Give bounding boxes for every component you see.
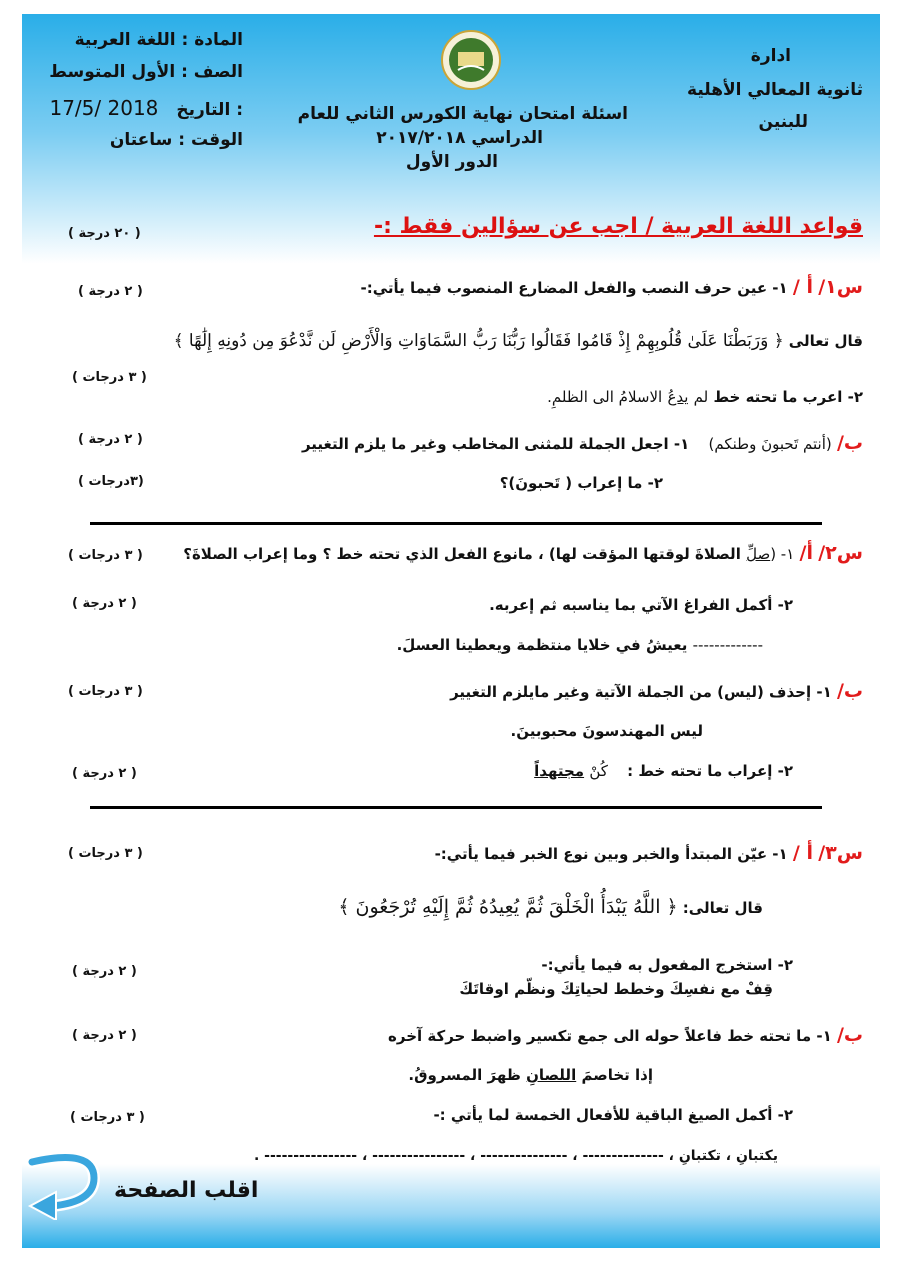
q2-b1-degree: ( ٣ درجات ) — [68, 684, 143, 699]
q3-b-label: ب/ — [836, 1024, 863, 1046]
q1-b-sentence: (أنتم تَحبونَ وطنكم) — [708, 435, 832, 453]
q3-b1-sentence-post: ظهرَ المسروقُ. — [408, 1066, 521, 1084]
q3-verse: ﴿ اللَّهُ يَبْدَأُ الْخَلْقَ ثُمَّ يُعِيدُهُ ثُمَّ إِلَيْهِ تُرْجَعُونَ ﴾ — [338, 896, 678, 918]
q2-label: س٢/ — [818, 542, 863, 564]
q3-b1-sentence-row — [408, 1066, 653, 1084]
q2-b2-row — [534, 762, 793, 780]
q1-b1-text: ١- اجعل الجملة للمثنى المخاطب وغير ما يلزم التغيير — [301, 435, 690, 453]
turn-page-arrow-icon — [24, 1150, 104, 1220]
subject-label: المادة : اللغة العربية — [74, 30, 243, 50]
q1-a1-degree: ( ٢ درجة ) — [78, 284, 143, 299]
q1-a2-underlined: يدعُ — [667, 388, 689, 406]
admin-line-3: للبنين — [758, 112, 808, 132]
admin-line-1: ادارة — [750, 46, 791, 66]
school-logo — [441, 30, 501, 90]
q2-a1-degree: ( ٣ درجات ) — [68, 548, 143, 563]
exam-title-line-2: الدراسي ٢٠١٧/٢٠١٨ — [376, 128, 543, 148]
q2-b2-underlined: مجتهداً — [534, 762, 585, 780]
q3-a1-row — [435, 842, 863, 864]
main-degree: ( ٢٠ درجة ) — [68, 226, 141, 241]
q1-a2-sentence-post: الاسلامُ الى الظلمِ. — [547, 388, 663, 406]
q3-b1-row — [388, 1024, 863, 1046]
date-label: التاريخ : — [176, 100, 243, 120]
time-label: الوقت : ساعتان — [109, 130, 243, 150]
q2-b1-row — [450, 680, 863, 702]
q2-a2-blank: ------------- — [692, 636, 763, 654]
q3-a1-degree: ( ٣ درجات ) — [68, 846, 143, 861]
q3-a2-text: ٢- استخرج المفعول به فيما يأتي:- — [541, 956, 793, 974]
q2-a1-pre: ١- ( — [770, 545, 795, 563]
q2-b-label: ب/ — [836, 680, 863, 702]
q3-b2-sentence: يكتبانِ ، تكتبانِ ، -------------- ، --------------- ، ---------------- ، ---------------- . — [253, 1148, 778, 1164]
exam-title-line-1: اسئلة امتحان نهاية الكورس الثاني للعام — [297, 104, 628, 124]
q1-b2-text: ٢- ما إعراب ( تَحبونَ)؟ — [499, 474, 663, 492]
q2-a1-post: الصلاةَ لوقتها المؤقت لها) ، مانوع الفعل الذي تحته خط ؟ وما إعراب الصلاةَ؟ — [183, 545, 741, 563]
q1-a2-sentence-pre: لم — [693, 388, 709, 406]
q1-a2-degree: ( ٣ درجات ) — [72, 370, 147, 385]
q2-a1-row — [183, 542, 863, 564]
q3-b2-degree: ( ٣ درجات ) — [70, 1110, 145, 1125]
admin-line-2: ثانوية المعالي الأهلية — [687, 80, 863, 100]
q1-b2-degree: (٣درجات ) — [78, 474, 144, 489]
q1-verse-prefix: قال تعالى — [788, 332, 863, 350]
q3-a2-degree: ( ٢ درجة ) — [72, 964, 137, 979]
date-value: 17/5/ 2018 — [49, 96, 159, 120]
q1-b1-row — [302, 432, 863, 454]
q3-b1-text: ١- ما تحته خط فاعلاً حوله الى جمع تكسير واضبط حركة آخره — [388, 1027, 832, 1045]
q1-verse-row — [174, 330, 863, 351]
q2-a2-text: ٢- أكمل الفراغ الآتي بما يناسبه ثم إعربه. — [489, 596, 793, 614]
q1-a1-text: ١- عين حرف النصب والفعل المضارع المنصوب فيما يأتي:- — [360, 279, 788, 297]
divider-2 — [90, 806, 822, 809]
q1-verse: ﴿ وَرَبَطْنَا عَلَىٰ قُلُوبِهِمْ إِذْ قَامُوا فَقَالُوا رَبُّنَا رَبُّ السَّمَاوَاتِ وَالْأَرْضِ لَن نَّدْعُوَ مِن دُونِهِ إِلَٰهًا ﴾ — [173, 331, 784, 351]
q3-verse-row — [338, 896, 763, 918]
grade-label: الصف : الأول المتوسط — [49, 62, 243, 82]
q3-a-label: أ / — [792, 842, 813, 864]
q2-a-label: أ/ — [799, 542, 813, 564]
q2-a2-degree: ( ٢ درجة ) — [72, 596, 137, 611]
q1-a2-row — [547, 388, 863, 406]
main-title: قواعد اللغة العربية / اجب عن سؤالين فقط :- — [373, 214, 863, 239]
q1-label: س١/ — [818, 276, 863, 298]
q2-a2-sentence-row — [397, 636, 763, 654]
q1-b-label: ب/ — [836, 432, 863, 454]
q3-a1-text: ١- عيّن المبتدأ والخبر وبين نوع الخبر فيما يأتي:- — [434, 845, 788, 863]
q3-a2-sentence: قِفْ مع نفسِكَ وخطط لحياتِكَ ونظّم اوقاتَكَ — [459, 980, 773, 998]
date-row — [49, 96, 243, 120]
q3-b1-underlined: اللصانِ — [526, 1066, 577, 1084]
q1-a-label: أ / — [792, 276, 813, 298]
q3-label: س٣/ — [818, 842, 863, 864]
q3-b1-sentence-pre: إذا تخاصمَ — [581, 1066, 653, 1084]
q2-a1-underlined: صلِّ — [746, 545, 771, 563]
exam-round: الدور الأول — [405, 152, 498, 172]
q1-a1-row — [361, 276, 864, 298]
q2-b1-sentence: ليس المهندسونَ محبوبينَ. — [510, 722, 703, 740]
q1-a2-label: ٢- اعرب ما تحته خط — [713, 388, 863, 406]
q2-b1-text: ١- إحذف (ليس) من الجملة الآتية وغير مايلزم التغيير — [450, 683, 832, 701]
divider-1 — [90, 522, 822, 525]
turn-page-label: اقلب الصفحة — [114, 1178, 259, 1203]
q3-b1-degree: ( ٢ درجة ) — [72, 1028, 137, 1043]
q3-verse-prefix: قال تعالى: — [682, 899, 763, 917]
q2-b2-degree: ( ٢ درجة ) — [72, 766, 137, 781]
exam-sheet — [22, 14, 880, 1248]
q2-b2-text: ٢- إعراب ما تحته خط : — [627, 762, 793, 780]
q2-b2-sentence-pre: كُنْ — [589, 762, 608, 780]
q1-b1-degree: ( ٢ درجة ) — [78, 432, 143, 447]
q2-a2-sentence: يعيشُ في خلايا منتظمة ويعطينا العسلَ. — [396, 636, 688, 654]
q3-b2-text: ٢- أكمل الصيغ الباقية للأفعال الخمسة لما يأتي :- — [433, 1106, 793, 1124]
